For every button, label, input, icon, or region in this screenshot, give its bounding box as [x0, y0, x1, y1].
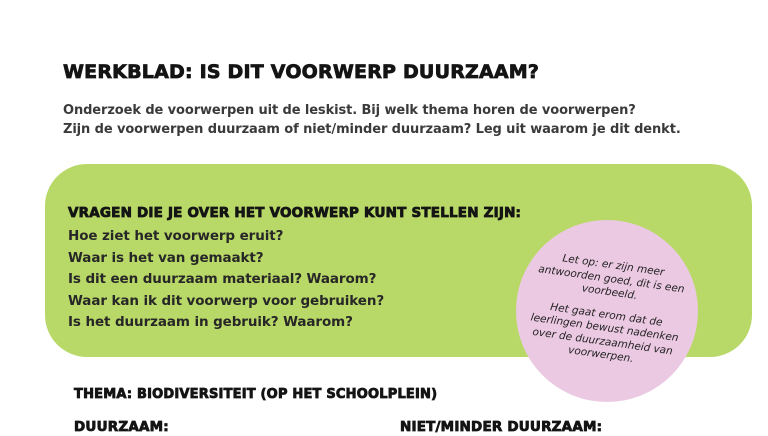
- note-text: [522, 249, 693, 373]
- note-paragraph-2: Het gaat erom dat de leerlingen bewust nadenken over de duurzaamheid van voorwerpen.: [529, 300, 680, 366]
- intro-line-2: Zijn de voorwerpen duurzaam of niet/minder duurzaam? Leg uit waarom je dit denkt.: [63, 122, 681, 137]
- intro-line-1: Onderzoek de voorwerpen uit de leskist. Bij welk thema horen de voorwerpen?: [63, 103, 636, 118]
- column-label-niet-minder-duurzaam: NIET/MINDER DUURZAAM:: [400, 419, 603, 435]
- page-title: WERKBLAD: IS DIT VOORWERP DUURZAAM?: [63, 61, 540, 83]
- questions-list: [68, 226, 384, 334]
- question-item: Is het duurzaam in gebruik? Waarom?: [68, 314, 353, 330]
- note-bubble: [516, 220, 698, 402]
- intro-text: [63, 101, 681, 139]
- column-label-duurzaam: DUURZAAM:: [74, 419, 169, 435]
- question-item: Waar is het van gemaakt?: [68, 249, 264, 266]
- note-paragraph-1: Let op: er zijn meer antwoorden goed, dit is een voorbeeld.: [537, 252, 686, 303]
- question-item: Is dit een duurzaam materiaal? Waarom?: [68, 271, 377, 287]
- theme-heading: THEMA: BIODIVERSITEIT (OP HET SCHOOLPLEIN): [74, 387, 438, 402]
- questions-heading: VRAGEN DIE JE OVER HET VOORWERP KUNT STELLEN ZIJN:: [68, 205, 522, 221]
- question-item: Waar kan ik dit voorwerp voor gebruiken?: [68, 292, 385, 309]
- question-item: Hoe ziet het voorwerp eruit?: [68, 228, 284, 244]
